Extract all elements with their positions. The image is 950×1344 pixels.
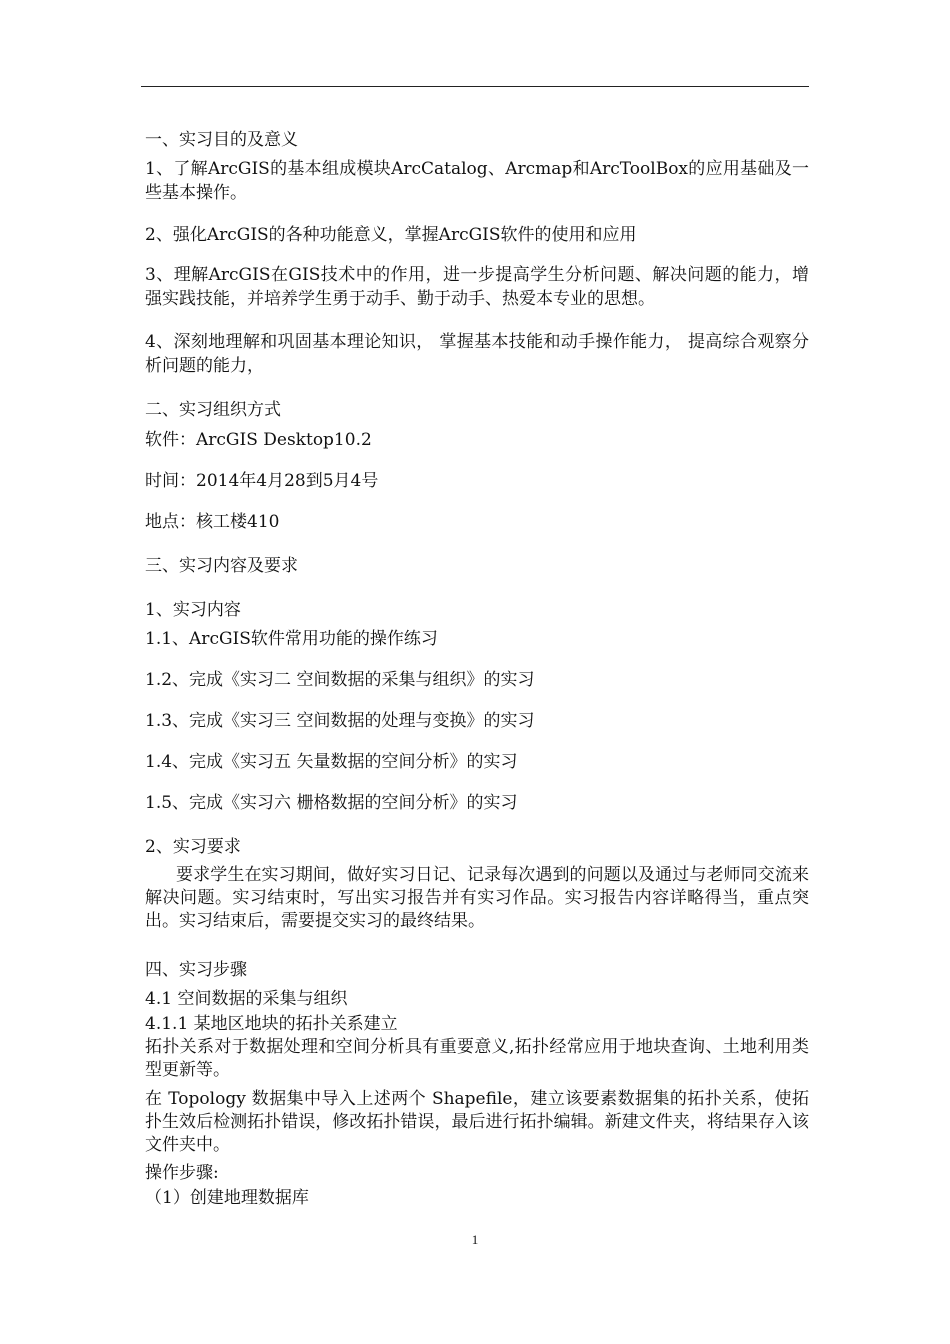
paragraph-1: 1、了解ArcGIS的基本组成模块ArcCatalog、Arcmap和ArcToolBox的应用基础及一些基本操作。 [145,159,809,203]
paragraph-3: 3、理解ArcGIS在GIS技术中的作用，进一步提高学生分析问题、解决问题的能力，增强实践技能，并培养学生勇于动手、勤于动手、热爱本专业的思想。 [145,265,809,309]
heading-purpose: 一、实习目的及意义 [145,130,298,150]
requirements-paragraph: 要求学生在实习期间，做好实习日记、记录每次遇到的问题以及通过与老师同交流来解决问题。实习结束时，写出实习报告并有实习作品。实习报告内容详略得当，重点突出。实习结束后，需要提交实习的最终结果。 [145,865,809,931]
heading-steps: 四、实习步骤 [145,960,247,980]
software-line: 软件：ArcGIS Desktop10.2 [145,430,372,450]
step-1: （1）创建地理数据库 [145,1188,309,1208]
list-item: 1.3、完成《实习三 空间数据的处理与变换》的实习 [145,711,535,731]
header-rule [141,86,809,87]
list-item: 1.5、完成《实习六 栅格数据的空间分析》的实习 [145,793,518,813]
list-item: 1.4、完成《实习五 矢量数据的空间分析》的实习 [145,752,518,772]
page-number: 1 [471,1232,479,1247]
subheading-requirements: 2、实习要求 [145,837,241,857]
paragraph-2: 2、强化ArcGIS的各种功能意义，掌握ArcGIS软件的使用和应用 [145,225,637,245]
heading-content: 三、实习内容及要求 [145,556,298,576]
list-item: 1.2、完成《实习二 空间数据的采集与组织》的实习 [145,670,535,690]
heading-organization: 二、实习组织方式 [145,400,281,420]
topology-paragraph-2: 在 Topology 数据集中导入上述两个 Shapefile，建立该要素数据集的拓扑关系，使拓扑生效后检测拓扑错误，修改拓扑错误，最后进行拓扑编辑。新建文件夹，将结果存入该文件夹中。 [145,1089,809,1155]
topology-paragraph-1: 拓扑关系对于数据处理和空间分析具有重要意义,拓扑经常应用于地块查询、土地利用类型更新等。 [145,1037,809,1080]
section-4-1: 4.1 空间数据的采集与组织 [145,989,348,1009]
section-4-1-1: 4.1.1 某地区地块的拓扑关系建立 [145,1014,398,1034]
paragraph-4: 4、深刻地理解和巩固基本理论知识， 掌握基本技能和动手操作能力， 提高综合观察分析问题的能力， [145,332,809,376]
time-line: 时间：2014年4月28到5月4号 [145,471,379,491]
subheading-content: 1、实习内容 [145,600,241,620]
place-line: 地点：核工楼410 [145,512,280,532]
list-item: 1.1、ArcGIS软件常用功能的操作练习 [145,629,438,649]
steps-label: 操作步骤: [145,1163,219,1183]
